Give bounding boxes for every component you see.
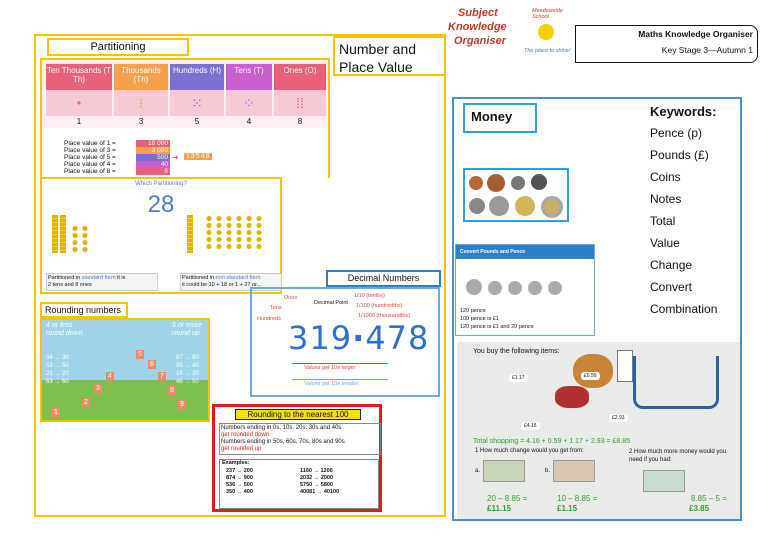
coin-20p-icon xyxy=(469,198,485,214)
coin-10p-icon xyxy=(531,174,547,190)
rd-row-3: 21 → 20 xyxy=(46,371,69,377)
calc-a: 20 – 8.85 = xyxy=(487,494,528,503)
exr-from-2: 2032 xyxy=(300,475,313,481)
track-number-9: 9 xyxy=(178,400,186,409)
organiser-title: Maths Knowledge Organiser xyxy=(638,29,753,39)
examples-right xyxy=(300,468,339,496)
decimal-point-label: Decimal Point xyxy=(314,300,348,306)
calc-c: 8.85 – 5 = xyxy=(691,494,727,503)
smaller-arrow-line xyxy=(292,379,388,380)
decimal-numbers-title: Decimal Numbers xyxy=(326,270,441,287)
digit-tens: 4 xyxy=(246,117,252,126)
round-up-examples xyxy=(176,354,199,386)
convert-line-3: 120 pence is £1 and 20 pence xyxy=(460,324,534,330)
keyword-9: Combination xyxy=(650,302,718,316)
round-up-label: 5 or more round up xyxy=(172,322,202,337)
price-3: £4.16 xyxy=(521,422,540,430)
tens-label: Tens xyxy=(270,305,282,311)
rounding-numbers-title: Rounding numbers xyxy=(40,302,128,318)
pv-val-4: 40 xyxy=(136,161,170,168)
thousandths-label: 1/1000 (thousandths) xyxy=(358,313,410,319)
larger-arrow-line xyxy=(292,363,388,364)
rounding-nearest-100-panel xyxy=(212,404,382,512)
ten-pound-note-icon xyxy=(553,460,595,482)
dots-thousands: ⁝ xyxy=(114,90,168,116)
coin-5p-icon xyxy=(511,176,525,190)
ex-right-2: 2032 → 2000 xyxy=(300,475,334,481)
non-prefix: Partitioned in xyxy=(182,275,216,281)
nearest-100-examples xyxy=(219,459,379,509)
std-suffix: it is xyxy=(115,275,126,281)
round-down-label: 4 or less round down xyxy=(46,322,83,337)
pv-val-5: 500 xyxy=(136,154,170,161)
rd-row-4: 63 → 60 xyxy=(46,379,69,385)
shop-intro: You buy the following items: xyxy=(473,348,560,355)
ones-label: Ones xyxy=(284,295,298,301)
ru-from-2: 35 xyxy=(176,363,183,369)
track-number-5: 5 xyxy=(136,350,144,359)
logo-organiser: Organiser xyxy=(454,35,506,47)
digit-ones: 8 xyxy=(297,117,303,126)
exl-from-2: 874 xyxy=(226,475,236,481)
ru-to-4: 50 xyxy=(192,379,199,385)
ones-cubes-icon-2 xyxy=(204,215,264,251)
rule-line-3: Numbers ending in 50s, 60s, 70s, 80s and 90s xyxy=(221,439,345,445)
subject-knowledge-organiser-logo xyxy=(448,6,520,62)
bread-icon xyxy=(573,354,613,388)
number-place-value-title xyxy=(333,36,446,76)
keyword-4: Notes xyxy=(650,192,682,206)
track-number-4: 4 xyxy=(106,372,114,381)
non-hl: non-standard form xyxy=(215,275,261,281)
basket-icon xyxy=(633,356,719,409)
track-number-8: 8 xyxy=(168,386,176,395)
meat-icon xyxy=(555,386,589,408)
col-header-ones: Ones (O) xyxy=(274,64,326,90)
ex-right-3: 5750 → 5800 xyxy=(300,482,334,488)
pv-val-3: 3 000 xyxy=(136,147,170,154)
organiser-title-box xyxy=(575,25,758,63)
exr-from-3: 5750 xyxy=(300,482,313,488)
decimal-numbers-panel xyxy=(250,287,440,397)
ex-left-1: 237 → 200 xyxy=(226,468,253,474)
pv-val-1: 10 000 xyxy=(136,140,170,147)
school-name: Meadowside School xyxy=(532,8,563,20)
arrow-icon: ➜ xyxy=(172,153,179,162)
question-2: 2 How much more money would you need if you had: xyxy=(629,449,727,463)
convert-line-2: 100 pence is £1 xyxy=(460,316,499,322)
pv-row-1: Place value of 1 = xyxy=(64,140,116,147)
place-value-table xyxy=(40,58,330,178)
question-1: 1 How much change would you get from: xyxy=(475,448,584,454)
keyword-1: Pence (p) xyxy=(650,126,703,140)
price-1: £1.17 xyxy=(509,374,528,382)
pv-row-5: Place value of 5 = xyxy=(64,154,116,161)
exl-from-1: 237 xyxy=(226,468,236,474)
standard-form-note xyxy=(46,273,158,291)
nearest-100-rules xyxy=(219,423,381,455)
ru-to-3: 20 xyxy=(192,371,199,377)
convert-header: Convert Pounds and Pence xyxy=(456,245,594,259)
ru-to-2: 40 xyxy=(192,363,199,369)
ru-row-2: 35 → 40 xyxy=(176,363,199,369)
decimal-frac: 478 xyxy=(365,319,430,357)
track-number-1: 1 xyxy=(52,408,60,417)
round-down-examples xyxy=(46,354,69,386)
track-number-7: 7 xyxy=(158,372,166,381)
rd-to-2: 50 xyxy=(62,363,69,369)
pv-row-8: Place value of 8 = xyxy=(64,168,116,175)
answer-b: £1.15 xyxy=(557,504,578,513)
combined-number: 13548 xyxy=(186,153,211,160)
school-logo xyxy=(520,8,580,62)
exl-to-2: 900 xyxy=(243,475,253,481)
ru-from-1: 87 xyxy=(176,355,183,361)
examples-left xyxy=(226,468,253,496)
which-heading: Which Partitioning? xyxy=(135,181,187,187)
exl-to-4: 400 xyxy=(243,489,253,495)
dots-ten-thousands: • xyxy=(46,90,112,116)
keyword-8: Convert xyxy=(650,280,693,294)
hundreds-label: Hundreds xyxy=(257,316,281,322)
rd-to-1: 30 xyxy=(62,355,69,361)
exr-to-1: 1200 xyxy=(320,468,333,474)
keyword-5: Total xyxy=(650,214,676,228)
exl-from-4: 350 xyxy=(226,489,236,495)
rd-from-4: 63 xyxy=(46,379,53,385)
rule-line-2: get rounded down xyxy=(221,432,270,438)
ru-to-1: 90 xyxy=(192,355,199,361)
non-line2: it could be 10 + 18 or 1 + 27 or... xyxy=(182,282,262,288)
five-pound-note-icon xyxy=(643,470,685,492)
exl-to-1: 200 xyxy=(243,468,253,474)
keyword-3: Coins xyxy=(650,170,681,184)
decimal-number: 319·478 xyxy=(288,319,430,357)
nearest-100-title: Rounding to the nearest 100 xyxy=(235,409,361,420)
place-value-list xyxy=(42,128,328,178)
ex-right-1: 1160 → 1200 xyxy=(300,468,333,474)
col-header-ten-thousands: Ten Thousands (T Th) xyxy=(46,64,112,90)
logo-knowledge: Knowledge xyxy=(448,21,507,33)
decimal-int: 319 xyxy=(288,319,353,357)
label-b: b. xyxy=(545,468,551,474)
partitioning-title: Partitioning xyxy=(47,38,189,56)
ones-cubes-icon xyxy=(70,225,90,253)
price-2: £0.59 xyxy=(581,372,600,380)
npv-line2: Place Value xyxy=(339,59,413,75)
std-hl: standard form xyxy=(81,275,116,281)
label-a: a. xyxy=(475,468,481,474)
answer-c: £3.85 xyxy=(689,504,710,513)
rd-from-1: 34 xyxy=(46,355,53,361)
which-partitioning-panel xyxy=(40,177,282,294)
digit-ten-thousands: 1 xyxy=(76,117,82,126)
keyword-2: Pounds (£) xyxy=(650,148,709,162)
milk-icon xyxy=(617,350,633,382)
coins-image xyxy=(463,168,569,222)
calc-b: 10 – 8.85 = xyxy=(557,494,598,503)
dots-hundreds: ⁙ xyxy=(170,90,224,116)
convert-line-1: 120 pence xyxy=(460,308,486,314)
rounding-illustration xyxy=(40,318,210,422)
coin-1p-icon xyxy=(469,176,483,190)
rd-to-4: 60 xyxy=(62,379,69,385)
ru-row-1: 87 → 90 xyxy=(176,355,199,361)
std-prefix: Partitioned in xyxy=(48,275,82,281)
ex-left-4: 350 → 400 xyxy=(226,489,253,495)
rule-line-4: get rounded up xyxy=(221,446,262,452)
exr-from-4: 40081 xyxy=(300,489,316,495)
dots-ones: ⁞⁞ xyxy=(274,90,326,116)
pv-val-8: 8 xyxy=(136,168,170,175)
pv-row-3: Place value of 3 = xyxy=(64,147,116,154)
rd-from-3: 21 xyxy=(46,371,53,377)
track-number-3: 3 xyxy=(94,384,102,393)
exr-to-4: 40100 xyxy=(323,489,340,495)
exr-to-2: 2000 xyxy=(320,475,334,481)
shopping-basket-image xyxy=(553,346,723,416)
tenths-label: 1/10 (tenths) xyxy=(354,293,385,299)
coin-50p-icon xyxy=(489,196,509,216)
exl-to-3: 500 xyxy=(243,482,253,488)
digit-thousands: 3 xyxy=(138,117,144,126)
col-header-tens: Tens (T) xyxy=(226,64,272,90)
ex-left-2: 874 → 900 xyxy=(226,475,253,481)
coin-row-icon xyxy=(466,279,586,299)
answer-a: £11.15 xyxy=(487,504,512,513)
std-line2: 2 tens and 8 ones xyxy=(48,282,92,288)
col-header-hundreds: Hundreds (H) xyxy=(170,64,224,90)
which-number: 28 xyxy=(147,191,175,218)
tens-rod-icon-2 xyxy=(187,215,193,253)
pv-row-4: Place value of 4 = xyxy=(64,161,116,168)
ex-right-4: 40081 → 40100 xyxy=(300,489,340,495)
ru-from-3: 19 xyxy=(176,371,183,377)
convert-text xyxy=(460,307,534,331)
rd-to-3: 20 xyxy=(62,371,69,377)
price-4: £2.93 xyxy=(609,414,628,422)
ru-row-4: 46 → 50 xyxy=(176,379,199,385)
keywords-title: Keywords: xyxy=(650,104,717,119)
track-number-2: 2 xyxy=(82,398,90,407)
keyword-7: Change xyxy=(650,258,693,272)
examples-label: Examples: xyxy=(222,460,250,466)
digit-hundreds: 5 xyxy=(194,117,200,126)
twenty-pound-note-icon xyxy=(483,460,525,482)
sun-icon xyxy=(538,24,554,40)
shopping-problem xyxy=(457,342,740,519)
school-motto: The place to shine! xyxy=(524,48,571,54)
organiser-subtitle: Key Stage 3—Autumn 1 xyxy=(661,45,753,55)
ru-row-3: 19 → 20 xyxy=(176,371,199,377)
col-header-thousands: Thousands (Th) xyxy=(114,64,168,90)
exr-from-1: 1160 xyxy=(300,468,312,474)
keyword-6: Value xyxy=(650,236,680,250)
rd-row-2: 53 → 50 xyxy=(46,363,69,369)
rd-row-1: 34 → 30 xyxy=(46,355,69,361)
ru-from-4: 46 xyxy=(176,379,183,385)
exl-from-3: 536 xyxy=(226,482,236,488)
total-line: Total shopping = 4.16 + 0.59 + 1.17 + 2.93 = £8.85 xyxy=(473,438,631,445)
dots-tens: ⁘ xyxy=(226,90,272,116)
npv-line1: Number and xyxy=(339,41,417,57)
coin-2pound-icon xyxy=(541,196,563,218)
coin-2p-icon xyxy=(487,174,505,192)
hundredths-label: 1/100 (hundredths) xyxy=(356,303,403,309)
ex-left-3: 536 → 500 xyxy=(226,482,253,488)
track-number-6: 6 xyxy=(148,360,156,369)
smaller-label: Values get 10x smaller xyxy=(304,381,360,387)
rd-from-2: 53 xyxy=(46,363,53,369)
coin-1pound-icon xyxy=(515,196,535,216)
exr-to-3: 5800 xyxy=(320,482,334,488)
logo-subject: Subject xyxy=(458,7,498,19)
money-title: Money xyxy=(463,103,537,133)
rule-line-1: Numbers ending in 0s, 10s, 20s, 30s and 40s xyxy=(221,425,342,431)
larger-label: Values get 10x larger xyxy=(304,365,356,371)
